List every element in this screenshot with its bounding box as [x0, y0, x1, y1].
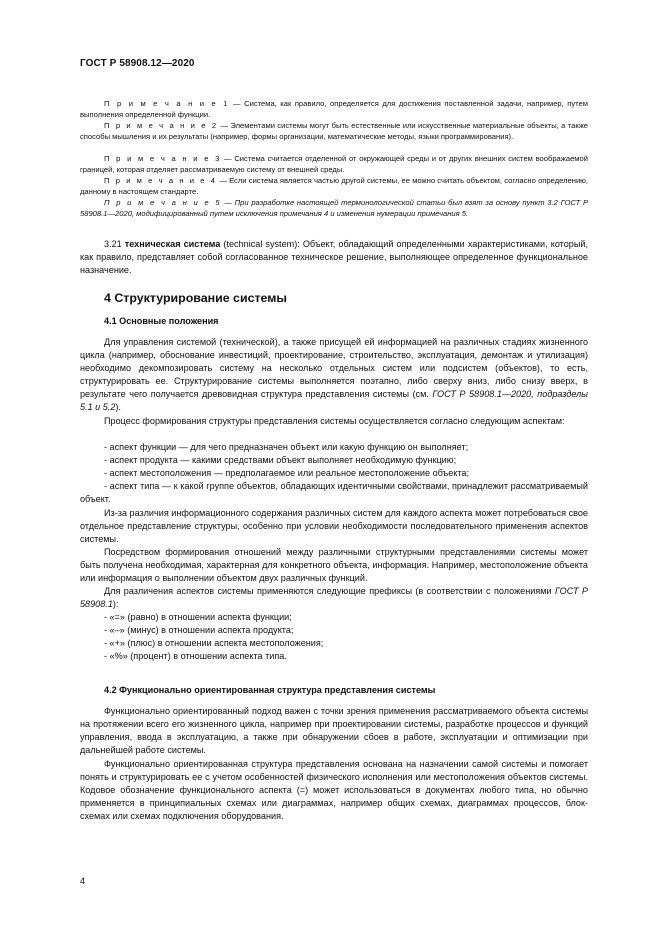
- note-5: [80, 197, 588, 219]
- note-2: [80, 120, 588, 142]
- reference: ГОСТ Р 58908.1—2020, подразделы 5.1 и 5.2: [80, 389, 588, 413]
- list-item: - «–» (минус) в отношении аспекта продукта;: [104, 625, 294, 636]
- note-text: — Если система является частью другой системы, ее можно считать объектом, согласно определению, данному в настоящем стандарте.: [80, 176, 588, 196]
- paragraph-4-1-3: Из-за различия информационного содержания различных систем для каждого аспекта может потребоваться свое отдельное представление структуры, особенно при условии необходимости последовательного применения аспектов системы.: [80, 508, 588, 545]
- list-item: - аспект продукта — какими средствами объект выполняет необходимую функцию;: [104, 455, 457, 466]
- note-4: [80, 175, 588, 197]
- subsection-4-2-title: 4.2 Функционально ориентированная структура представления системы: [104, 685, 436, 695]
- section-4-title: 4 Структурирование системы: [104, 291, 287, 305]
- note-1: [80, 98, 588, 120]
- list-item: - «%» (процент) в отношении аспекта типа.: [104, 651, 287, 662]
- list-item: - «=» (равно) в отношении аспекта функции;: [104, 612, 292, 622]
- term-3-21: [80, 238, 588, 277]
- subsection-4-1-title: 4.1 Основные положения: [104, 316, 219, 326]
- prefixes-list: [80, 611, 588, 663]
- note-label: П р и м е ч а н и е 5: [104, 198, 222, 207]
- term-number: 3.21: [104, 239, 125, 249]
- paragraph-text: Для управления системой (технической), а также присущей ей информацией на различных стадиях жизненного цикла (например, обоснование инвестиций, проектирование, строительство, эксплуатация, демонтаж и утилизация) необходимо декомпозировать систему на несколько отдельных систем или подсистем (объектов), то есть, структурировать ее. Структурирование системы выполняется поэтапно, либо сверху вниз, либо снизу вверх, в результате чего получается древовидная структура представления системы (см.: [80, 337, 588, 400]
- note-3: [80, 153, 588, 175]
- aspects-list: [80, 441, 588, 506]
- note-label: П р и м е ч а н и е 2: [104, 121, 219, 130]
- document-header: ГОСТ Р 58908.12—2020: [80, 58, 195, 69]
- term-name: техническая система: [124, 239, 221, 249]
- list-item: - «+» (плюс) в отношении аспекта местоположения;: [104, 638, 324, 649]
- list-item: - аспект функции — для чего предназначен объект или какую функцию он выполняет;: [104, 442, 469, 452]
- reference: ГОСТ Р 58908.1: [80, 586, 588, 610]
- note-text: — Элементами системы могут быть естественные или искусственные материальные объекты, а также способы мышления и их результаты (например, формы организации, математические методы, языки программирования).: [80, 121, 588, 141]
- note-text: — При разработке настоящей терминологической статьи был взят за основу пункт 3.2 ГОСТ Р 58908.1—2020, модифицированный путем исключения примечания 4 и изменения нумерации примечания 5.: [80, 198, 589, 218]
- paragraph-4-2-2: Функционально ориентированная структура представления основана на назначении самой системы и помогает понять и структурировать ее с учетом особенностей физического исполнения или местоположения объектов системы. Кодовое обозначение функционального аспекта (=) может использоваться в документах любого типа, но обычно применяется в принципиальных схемах или диаграммах, например общих схемах, диаграммах процессов, блок-схемах или схемах подключения оборудования.: [80, 759, 588, 822]
- list-item: - аспект типа — к какой группе объектов, обладающих идентичными свойствами, принадлежит рассматриваемый объект.: [80, 481, 588, 505]
- paragraph-4-1-4: Посредством формирования отношений между различными структурными представлениями системы может быть получена необходимая, характерная для конкретного объекта, информация. Например, местоположение объекта или информация о выполнении объектом двух различных функций.: [80, 547, 588, 584]
- note-label: П р и м е ч а н и е 1: [104, 99, 230, 108]
- paragraph-text: ).: [115, 402, 121, 413]
- paragraph-4-2-1: Функционально ориентированный подход важен с точки зрения применения рассматриваемого объекта системы на протяжении всего его жизненного цикла, например при проектировании системы, разработке процессов и функций управления, ввода в эксплуатацию, а также при обнаружении сбоев в работе, эксплуатации и оптимизации при дальнейшей работе системы.: [80, 706, 588, 756]
- term-definition: (technical system): Объект, обладающий определенными характеристиками, который, как правило, представляет собой согласованное техническое решение, выполняющее определенное функциональное назначение.: [80, 239, 588, 276]
- note-label: П р и м е ч а н и е 3: [104, 154, 222, 163]
- note-text: — Система, как правило, определяется для достижения поставленной задачи, например, путем выполнения определенной функции.: [80, 99, 589, 119]
- paragraph-text: Для различения аспектов системы применяются следующие префиксы (в соответствии с положениями: [104, 586, 555, 596]
- note-label: П р и м е ч а н и е 4: [104, 176, 217, 185]
- paragraph-4-1-2: Процесс формирования структуры представления системы осуществляется согласно следующим аспектам:: [104, 416, 565, 426]
- paragraph-4-1-1: [80, 336, 588, 415]
- list-item: - аспект местоположения — предполагаемое или реальное местоположение объекта;: [104, 468, 470, 479]
- paragraph-text: ):: [112, 599, 119, 610]
- page-number: 4: [80, 876, 86, 886]
- note-text: — Система считается отделенной от окружающей среды и от других внешних систем воображаемой границей, которая отделяет рассматриваемую систему от внешней среды.: [80, 154, 588, 174]
- paragraph-4-1-5: [80, 585, 588, 611]
